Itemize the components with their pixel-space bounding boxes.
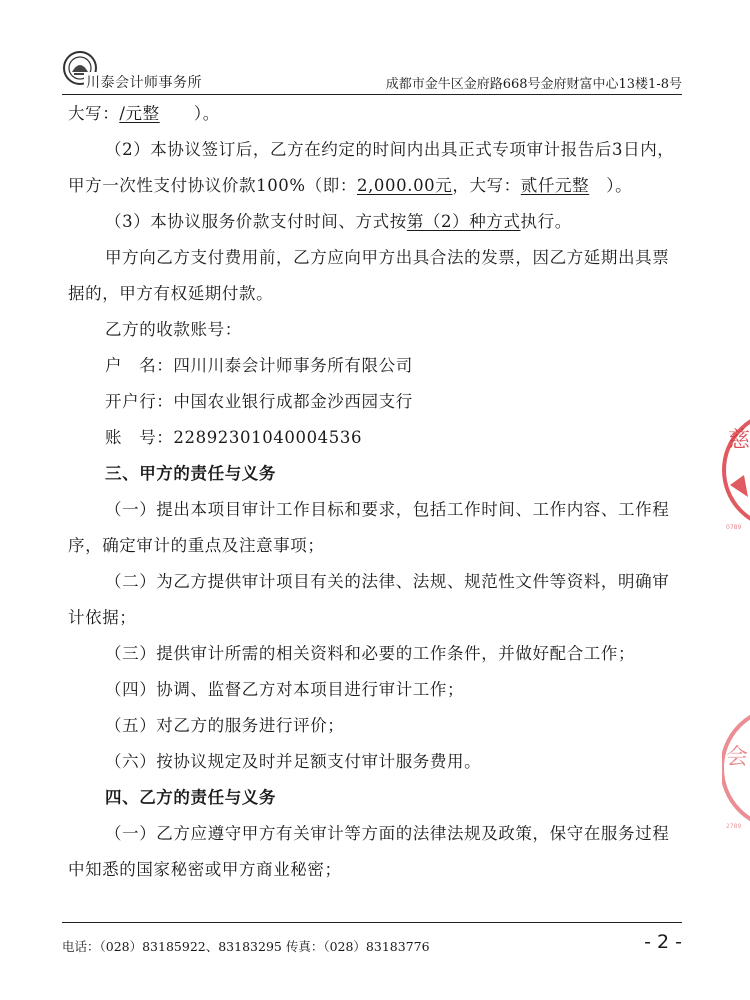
page-header bbox=[62, 46, 682, 95]
paragraph: 中知悉的国家秘密或甲方商业秘密； bbox=[68, 860, 342, 879]
paragraph: （六）按协议规定及时并足额支付审计服务费用。 bbox=[105, 752, 482, 771]
paragraph: （三）提供审计所需的相关资料和必要的工作条件，并做好配合工作； bbox=[105, 644, 636, 663]
svg-text:0789: 0789 bbox=[726, 524, 742, 531]
firm-name: 川泰会计师事务所 bbox=[84, 72, 202, 92]
account-name-row bbox=[68, 348, 688, 384]
amount-words: 贰仟元整 bbox=[520, 176, 590, 195]
seal-stamp-bottom bbox=[722, 700, 750, 835]
account-name-value: 四川川泰会计师事务所有限公司 bbox=[173, 356, 413, 375]
footer-contact: 电话：（028）83185922、83183295 传真：（028）83183776 bbox=[62, 939, 430, 954]
paragraph: 甲方向乙方支付费用前，乙方应向甲方出具合法的发票，因乙方延期出具票 bbox=[105, 248, 670, 267]
paragraph: 乙方的收款账号： bbox=[105, 320, 242, 339]
account-number-row bbox=[68, 420, 688, 456]
paragraph: （2）本协议签订后，乙方在约定的时间内出具正式专项审计报告后3日内， bbox=[105, 140, 675, 159]
seal-stamp-top bbox=[722, 405, 750, 535]
amount-figure: 2,000.00元 bbox=[356, 176, 453, 195]
paragraph: 大写：/元整 ）。 bbox=[68, 104, 220, 123]
paragraph: （五）对乙方的服务进行评价； bbox=[105, 716, 345, 735]
bank-value: 中国农业银行成都金沙西园支行 bbox=[173, 392, 413, 411]
section-heading: 四、乙方的责任与义务 bbox=[105, 788, 276, 807]
paragraph: （一）乙方应遵守甲方有关审计等方面的法律法规及政策，保守在服务过程 bbox=[105, 824, 670, 843]
bank-row bbox=[68, 384, 688, 420]
payment-method: 第（2）种方式 bbox=[406, 212, 521, 231]
svg-text:2789: 2789 bbox=[726, 823, 742, 830]
paragraph: 据的，甲方有权延期付款。 bbox=[68, 284, 274, 303]
paragraph: （一）提出本项目审计工作目标和要求，包括工作时间、工作内容、工作程 bbox=[105, 500, 670, 519]
section-heading: 三、甲方的责任与义务 bbox=[105, 464, 276, 483]
account-number-value: 22892301040004536 bbox=[173, 428, 363, 447]
paragraph: （二）为乙方提供审计项目有关的法律、法规、规范性文件等资料，明确审 bbox=[105, 572, 670, 591]
page-number: - 2 - bbox=[644, 931, 682, 953]
paragraph: （3）本协议服务价款支付时间、方式按第（2）种方式执行。 bbox=[105, 212, 572, 231]
account-number-label: 账 号： bbox=[105, 428, 174, 447]
paragraph: 计依据； bbox=[68, 608, 137, 627]
account-name-label: 户 名： bbox=[105, 356, 174, 375]
paragraph: 甲方一次性支付协议价款100%（即：2,000.00元，大写：贰仟元整 ）。 bbox=[68, 176, 633, 195]
svg-text:会: 会 bbox=[726, 745, 749, 770]
svg-text:慈: 慈 bbox=[728, 428, 750, 453]
page-footer bbox=[62, 922, 682, 959]
firm-address: 成都市金牛区金府路668号金府财富中心13楼1-8号 bbox=[385, 77, 682, 92]
bank-label: 开户行： bbox=[105, 392, 174, 411]
document-body bbox=[68, 96, 688, 888]
paragraph: 序，确定审计的重点及注意事项； bbox=[68, 536, 325, 555]
paragraph: （四）协调、监督乙方对本项目进行审计工作； bbox=[105, 680, 465, 699]
